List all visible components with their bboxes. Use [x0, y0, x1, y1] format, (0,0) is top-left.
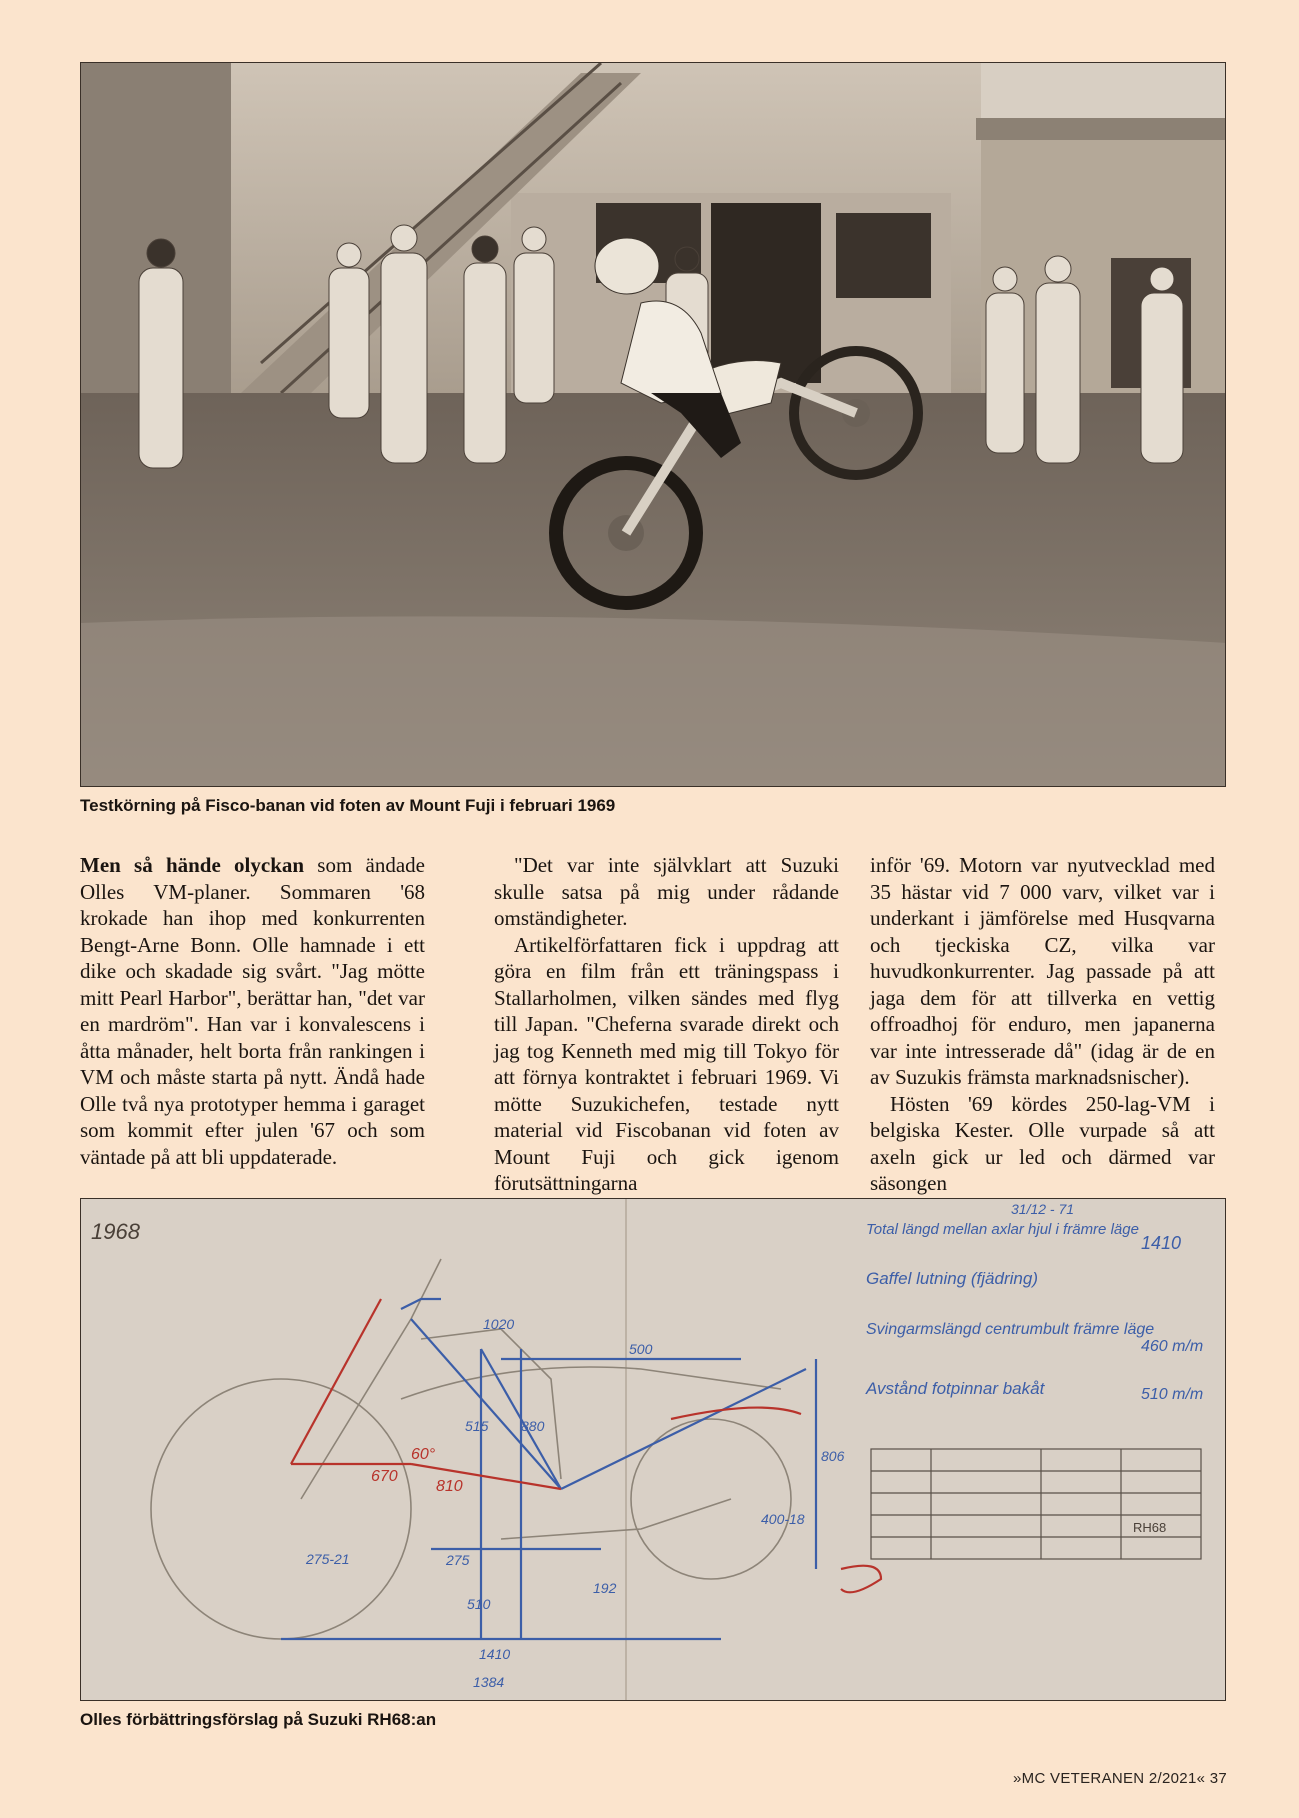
- article-paragraph: [80, 852, 425, 1170]
- svg-text:Total längd mellan axlar hjul: Total längd mellan axlar hjul i främre läge: [866, 1221, 1139, 1238]
- page-folio: [1013, 1770, 1227, 1787]
- svg-text:192: 192: [593, 1580, 617, 1596]
- svg-text:Gaffel lutning (fjädring): Gaffel lutning (fjädring): [866, 1269, 1038, 1288]
- svg-text:1384: 1384: [473, 1674, 505, 1690]
- drawing-year: 1968: [91, 1219, 140, 1244]
- article-column-1: [80, 852, 425, 1170]
- magazine-name: »MC VETERANEN 2/2021«: [1013, 1770, 1206, 1787]
- svg-text:1410: 1410: [479, 1646, 511, 1662]
- svg-text:275-21: 275-21: [306, 1551, 350, 1567]
- photo-caption: Olles förbättringsförslag på Suzuki RH68:an: [80, 1710, 437, 1729]
- svg-text:460 m/m: 460 m/m: [1141, 1338, 1204, 1355]
- svg-text:60°: 60°: [411, 1446, 436, 1463]
- article-paragraph: "Det var inte självklart att Suzuki skulle satsa på mig under rådande omständigheter.: [494, 853, 839, 930]
- article-paragraph: Artikelförfattaren fick i uppdrag att göra en film från ett träningspass i Stallarholmen, vilken sändes med flyg till Japan. "Cheferna svarade direkt och jag tog Kenneth med mig till Tokyo för att förnya kontraktet i februari 1969. Vi mötte Suzukichefen, testade nytt material vid Fiscobanan vid foten av Mount Fuji och gick igenom förutsättningarna: [494, 932, 839, 1195]
- svg-text:1410: 1410: [1141, 1233, 1182, 1253]
- svg-text:810: 810: [436, 1478, 463, 1495]
- svg-text:670: 670: [371, 1468, 398, 1485]
- svg-text:400-18: 400-18: [761, 1511, 805, 1527]
- photo-technical-drawing: [80, 1198, 1226, 1701]
- article-column-3: [870, 852, 1215, 1197]
- svg-text:RH68: RH68: [1133, 1520, 1167, 1535]
- svg-text:31/12 - 71: 31/12 - 71: [1011, 1201, 1075, 1217]
- photo-motorcycle-wheelie-icon: [81, 63, 1226, 787]
- svg-text:275: 275: [446, 1552, 470, 1568]
- svg-text:Avstånd fotpinnar bakåt: Avstånd fotpinnar bakåt: [866, 1379, 1045, 1398]
- svg-text:880: 880: [521, 1418, 545, 1434]
- svg-text:510: 510: [467, 1596, 491, 1612]
- svg-text:500: 500: [629, 1341, 653, 1357]
- paragraph-text: som ändade Olles VM-planer. Sommaren '68 krokade han ihop med konkurrenten Bengt-Arne Bonn. Olle hamnade i ett dike och skadade sig svårt. "Jag mötte mitt Pearl Harbor", berättar han, "det var en mardröm". Han var i konvalescens i åtta månader, helt borta från rankingen i VM och måste starta på nytt. Ändå hade Olle två nya prototyper hemma i garaget som kommit efter julen '67 och som väntade på att bli uppdaterade.: [80, 853, 425, 1169]
- svg-text:806: 806: [821, 1448, 845, 1464]
- svg-text:515: 515: [465, 1418, 489, 1434]
- photo-caption: Testkörning på Fisco-banan vid foten av Mount Fuji i februari 1969: [80, 796, 616, 815]
- article-column-2: [494, 852, 839, 1197]
- article-paragraph: Hösten '69 kördes 250-lag-VM i belgiska Kester. Olle vurpade så att axeln gick ur led och därmed var säsongen: [870, 1091, 1215, 1195]
- svg-text:1020: 1020: [483, 1316, 515, 1332]
- svg-text:Svingarmslängd centrumbult frä: Svingarmslängd centrumbult främre läge: [866, 1321, 1155, 1338]
- photo-test-ride: [80, 62, 1226, 787]
- page-number: 37: [1209, 1770, 1227, 1787]
- technical-drawing-icon: [81, 1199, 1226, 1701]
- svg-text:510 m/m: 510 m/m: [1141, 1386, 1204, 1403]
- lead-in: Men så hände olyckan: [80, 853, 305, 877]
- article-paragraph: inför '69. Motorn var nyutvecklad med 35 hästar vid 7 000 varv, vilket var i underkant i jämförelse med Husqvarna och tjeckiska CZ, vilka var huvudkonkurrenter. Jag passade på att jaga dem för att tillverka en vettig offroadhoj för enduro, men japanerna var inte intresserade då" (idag är de en av Suzukis främsta marknadsnischer).: [870, 853, 1215, 1089]
